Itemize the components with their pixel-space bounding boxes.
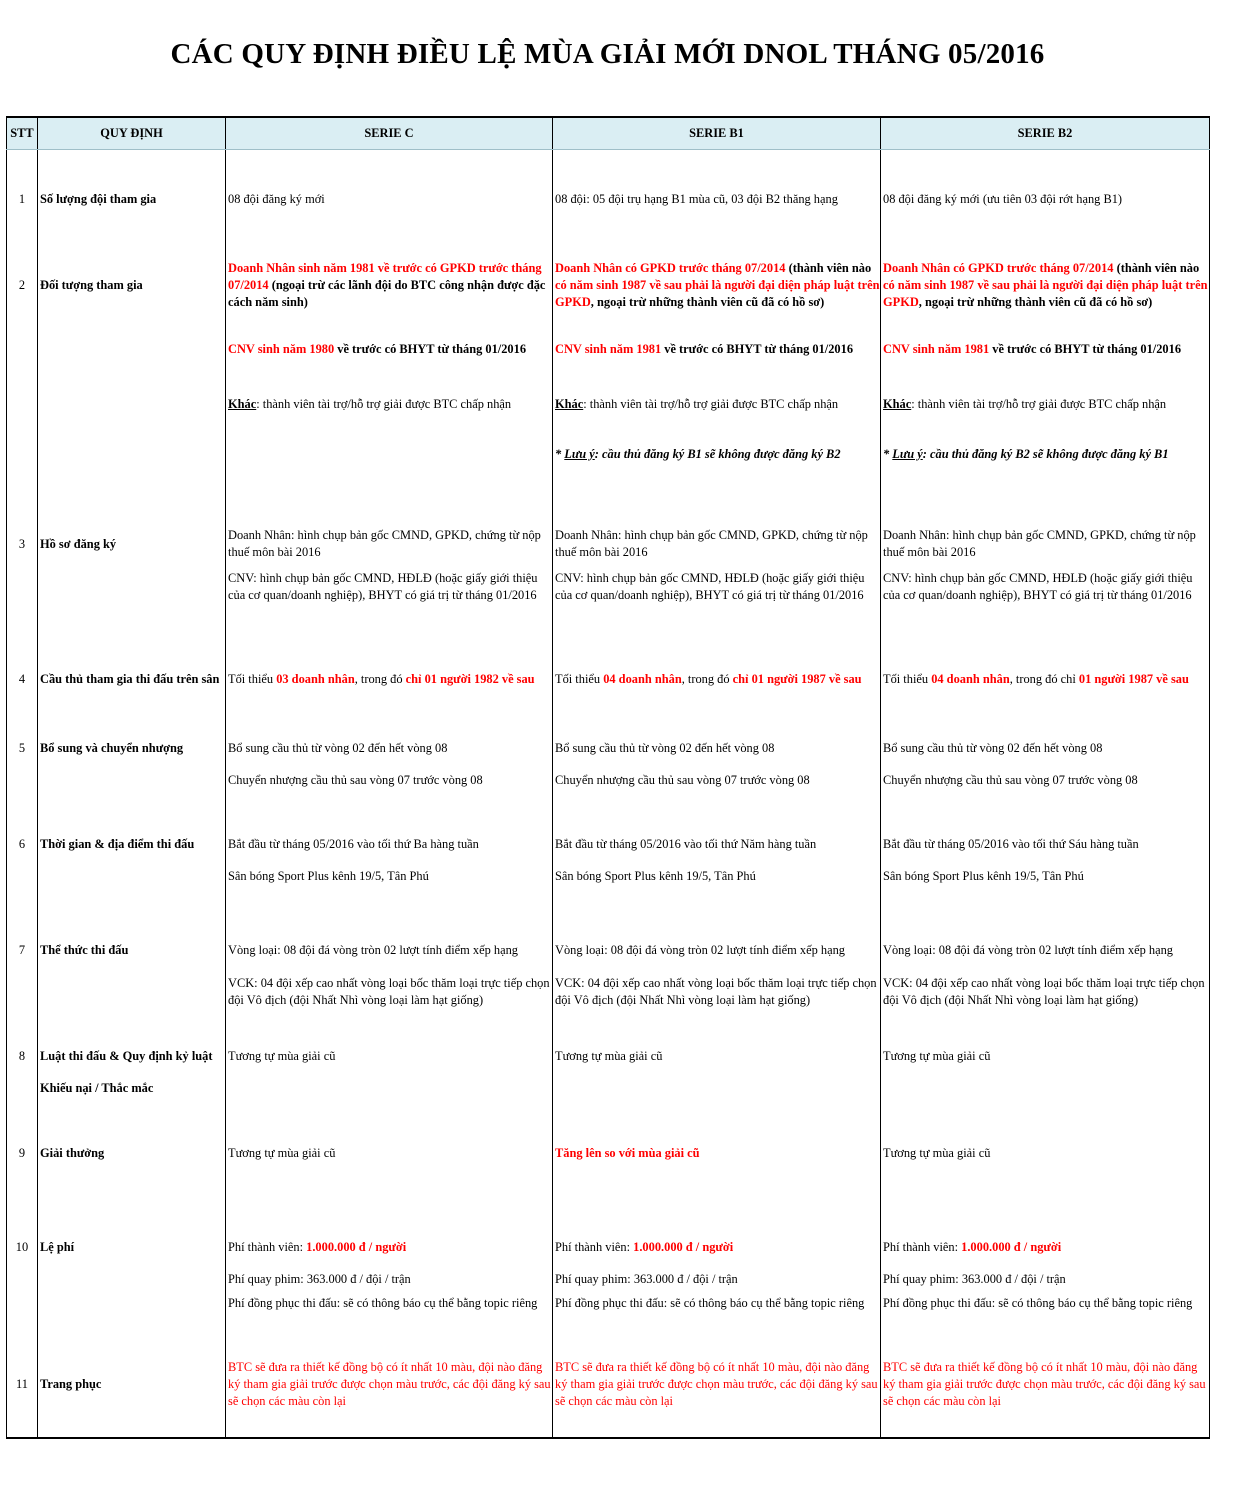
- cell-serie-b1: 08 đội: 05 đội trụ hạng B1 mùa cũ, 03 đội B2 thăng hạng: [553, 150, 881, 247]
- cell-serie-b1: Bổ sung cầu thủ từ vòng 02 đến hết vòng 08 Chuyển nhượng cầu thủ sau vòng 07 trước vòng 08: [553, 729, 881, 825]
- cell-serie-b2: Tương tự mùa giải cũ: [881, 1138, 1210, 1232]
- cell-serie-b2: Bổ sung cầu thủ từ vòng 02 đến hết vòng 08 Chuyển nhượng cầu thủ sau vòng 07 trước vòng 08: [881, 729, 1210, 825]
- header-serie-b1: SERIE B1: [553, 117, 881, 150]
- row-number: 8: [7, 1040, 38, 1138]
- cell-serie-b1: Tối thiểu 04 doanh nhân, trong đó chỉ 01 người 1987 về sau: [553, 668, 881, 729]
- table-row: [7, 247, 1210, 510]
- row-number: 2: [7, 247, 38, 510]
- row-number: 7: [7, 932, 38, 1040]
- page-title: CÁC QUY ĐỊNH ĐIỀU LỆ MÙA GIẢI MỚI DNOL THÁNG 05/2016: [170, 38, 1045, 70]
- cell-serie-b1: BTC sẽ đưa ra thiết kế đồng bộ có ít nhất 10 màu, đội nào đăng ký tham gia giải trước được chọn màu trước, các đội đăng ký sau sẽ chọn các màu còn lại: [553, 1352, 881, 1438]
- cell-serie-b2: Vòng loại: 08 đội đá vòng tròn 02 lượt tính điểm xếp hạng VCK: 04 đội xếp cao nhất vòng loại bốc thăm loại trực tiếp chọn đội Vô địch (đội Nhất Nhì vòng loại làm hạt giống): [881, 932, 1210, 1040]
- cell-serie-c: Bổ sung cầu thủ từ vòng 02 đến hết vòng 08 Chuyển nhượng cầu thủ sau vòng 07 trước vòng 08: [226, 729, 553, 825]
- header-serie-b2: SERIE B2: [881, 117, 1210, 150]
- table-row: [7, 825, 1210, 932]
- cell-serie-b2: Doanh Nhân: hình chụp bản gốc CMND, GPKD, chứng từ nộp thuế môn bài 2016 CNV: hình chụp bản gốc CMND, HĐLĐ (hoặc giấy giới thiệu của cơ quan/doanh nghiệp), BHYT có giá trị từ tháng 01/2016: [881, 510, 1210, 668]
- row-label: Thời gian & địa điểm thi đấu: [38, 825, 226, 932]
- cell-serie-c: Doanh Nhân: hình chụp bản gốc CMND, GPKD, chứng từ nộp thuế môn bài 2016 CNV: hình chụp bản gốc CMND, HĐLĐ (hoặc giấy giới thiệu của cơ quan/doanh nghiệp), BHYT có giá trị từ tháng 01/2016: [226, 510, 553, 668]
- row-label: Số lượng đội tham gia: [38, 150, 226, 247]
- row-label: Trang phục: [38, 1352, 226, 1438]
- cell-serie-b1: Doanh Nhân có GPKD trước tháng 07/2014 (thành viên nào có năm sinh 1987 về sau phải là người đại diện pháp luật trên GPKD, ngoại trừ những thành viên cũ đã có hồ sơ) CNV sinh năm 1981 về trước có BHYT từ tháng 01/2016 Khác: thành viên tài trợ/hỗ trợ giải được BTC chấp nhận * Lưu ý: cầu thủ đăng ký B1 sẽ không được đăng ký B2: [553, 247, 881, 510]
- table-row: [7, 932, 1210, 1040]
- row-number: 3: [7, 510, 38, 668]
- cell-serie-c: Tối thiểu 03 doanh nhân, trong đó chỉ 01 người 1982 về sau: [226, 668, 553, 729]
- cell-serie-b2: Doanh Nhân có GPKD trước tháng 07/2014 (thành viên nào có năm sinh 1987 về sau phải là người đại diện pháp luật trên GPKD, ngoại trừ những thành viên cũ đã có hồ sơ) CNV sinh năm 1981 về trước có BHYT từ tháng 01/2016 Khác: thành viên tài trợ/hỗ trợ giải được BTC chấp nhận * Lưu ý: cầu thủ đăng ký B2 sẽ không được đăng ký B1: [881, 247, 1210, 510]
- table-row: [7, 510, 1210, 668]
- row-number: 9: [7, 1138, 38, 1232]
- table-header-row: [7, 117, 1210, 150]
- row-label: Thể thức thi đấu: [38, 932, 226, 1040]
- table-row: [7, 1232, 1210, 1352]
- header-stt: STT: [7, 117, 38, 150]
- row-number: 4: [7, 668, 38, 729]
- cell-serie-c: Bắt đầu từ tháng 05/2016 vào tối thứ Ba hàng tuần Sân bóng Sport Plus kênh 19/5, Tân Phú: [226, 825, 553, 932]
- cell-serie-b1: Bắt đầu từ tháng 05/2016 vào tối thứ Năm hàng tuần Sân bóng Sport Plus kênh 19/5, Tân Phú: [553, 825, 881, 932]
- row-label: Giải thưởng: [38, 1138, 226, 1232]
- table-row: [7, 668, 1210, 729]
- cell-serie-b2: Tương tự mùa giải cũ: [881, 1040, 1210, 1138]
- row-number: 6: [7, 825, 38, 932]
- cell-serie-c: 08 đội đăng ký mới: [226, 150, 553, 247]
- cell-serie-b1: Phí thành viên: 1.000.000 đ / người Phí quay phim: 363.000 đ / đội / trận Phí đồng phục thi đấu: sẽ có thông báo cụ thể bằng topic riêng: [553, 1232, 881, 1352]
- table-row: [7, 1138, 1210, 1232]
- cell-serie-b2: Phí thành viên: 1.000.000 đ / người Phí quay phim: 363.000 đ / đội / trận Phí đồng phục thi đấu: sẽ có thông báo cụ thể bằng topic riêng: [881, 1232, 1210, 1352]
- row-number: 5: [7, 729, 38, 825]
- cell-serie-b2: 08 đội đăng ký mới (ưu tiên 03 đội rớt hạng B1): [881, 150, 1210, 247]
- cell-serie-b2: Bắt đầu từ tháng 05/2016 vào tối thứ Sáu hàng tuần Sân bóng Sport Plus kênh 19/5, Tân Phú: [881, 825, 1210, 932]
- row-label: Lệ phí: [38, 1232, 226, 1352]
- header-serie-c: SERIE C: [226, 117, 553, 150]
- row-label: Hồ sơ đăng ký: [38, 510, 226, 668]
- table-row: [7, 150, 1210, 247]
- row-number: 11: [7, 1352, 38, 1438]
- row-label: Cầu thủ tham gia thi đấu trên sân: [38, 668, 226, 729]
- header-rule: QUY ĐỊNH: [38, 117, 226, 150]
- cell-serie-b2: BTC sẽ đưa ra thiết kế đồng bộ có ít nhất 10 màu, đội nào đăng ký tham gia giải trước được chọn màu trước, các đội đăng ký sau sẽ chọn các màu còn lại: [881, 1352, 1210, 1438]
- row-label: Luật thi đấu & Quy định kỷ luật Khiếu nại / Thắc mắc: [38, 1040, 226, 1138]
- row-label: Đối tượng tham gia: [38, 247, 226, 510]
- regulations-table: [6, 116, 1210, 1439]
- cell-serie-c: Vòng loại: 08 đội đá vòng tròn 02 lượt tính điểm xếp hạng VCK: 04 đội xếp cao nhất vòng loại bốc thăm loại trực tiếp chọn đội Vô địch (đội Nhất Nhì vòng loại làm hạt giống): [226, 932, 553, 1040]
- cell-serie-b2: Tối thiểu 04 doanh nhân, trong đó chỉ 01 người 1987 về sau: [881, 668, 1210, 729]
- cell-serie-b1: Vòng loại: 08 đội đá vòng tròn 02 lượt tính điểm xếp hạng VCK: 04 đội xếp cao nhất vòng loại bốc thăm loại trực tiếp chọn đội Vô địch (đội Nhất Nhì vòng loại làm hạt giống): [553, 932, 881, 1040]
- cell-serie-c: BTC sẽ đưa ra thiết kế đồng bộ có ít nhất 10 màu, đội nào đăng ký tham gia giải trước được chọn màu trước, các đội đăng ký sau sẽ chọn các màu còn lại: [226, 1352, 553, 1438]
- cell-serie-c: Phí thành viên: 1.000.000 đ / người Phí quay phim: 363.000 đ / đội / trận Phí đồng phục thi đấu: sẽ có thông báo cụ thể bằng topic riêng: [226, 1232, 553, 1352]
- row-label: Bổ sung và chuyển nhượng: [38, 729, 226, 825]
- cell-serie-c: Doanh Nhân sinh năm 1981 về trước có GPKD trước tháng 07/2014 (ngoại trừ các lãnh đội do BTC công nhận được đặc cách năm sinh) CNV sinh năm 1980 về trước có BHYT từ tháng 01/2016 Khác: thành viên tài trợ/hỗ trợ giải được BTC chấp nhận: [226, 247, 553, 510]
- cell-serie-b1: Tăng lên so với mùa giải cũ: [553, 1138, 881, 1232]
- cell-serie-c: Tương tự mùa giải cũ: [226, 1040, 553, 1138]
- cell-serie-c: Tương tự mùa giải cũ: [226, 1138, 553, 1232]
- cell-serie-b1: Tương tự mùa giải cũ: [553, 1040, 881, 1138]
- row-number: 1: [7, 150, 38, 247]
- row-number: 10: [7, 1232, 38, 1352]
- table-row: [7, 729, 1210, 825]
- table-row: [7, 1040, 1210, 1138]
- cell-serie-b1: Doanh Nhân: hình chụp bản gốc CMND, GPKD, chứng từ nộp thuế môn bài 2016 CNV: hình chụp bản gốc CMND, HĐLĐ (hoặc giấy giới thiệu của cơ quan/doanh nghiệp), BHYT có giá trị từ tháng 01/2016: [553, 510, 881, 668]
- table-row: [7, 1352, 1210, 1438]
